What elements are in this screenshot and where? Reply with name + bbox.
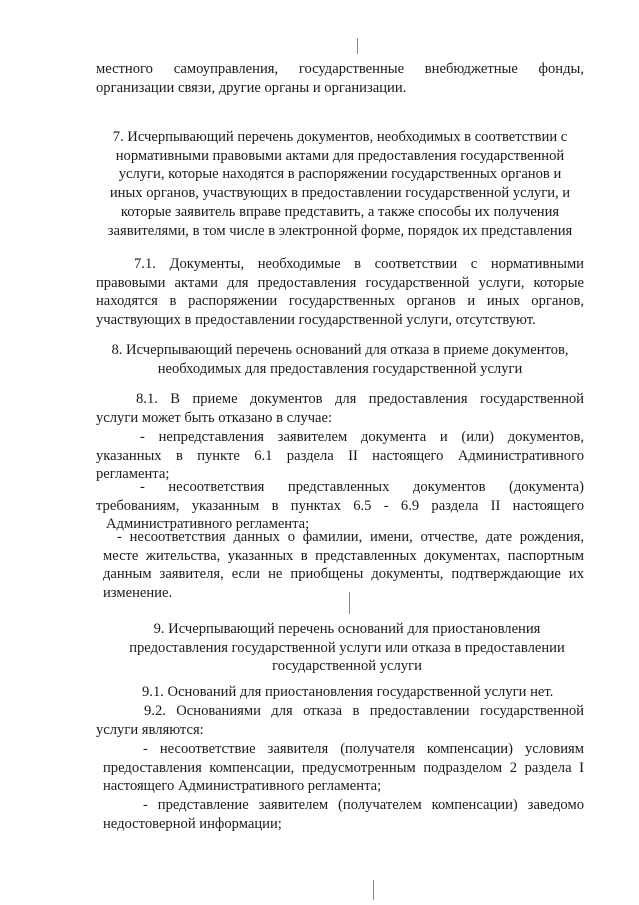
text-line: - несоответствие заявителя (получателя компенсации) условиям <box>143 741 584 757</box>
section-8-heading <box>96 341 584 378</box>
scan-fold-mark-top <box>357 38 358 54</box>
text-line: услуги являются: <box>96 721 204 738</box>
text-line: Административного регламента; <box>106 516 310 533</box>
text-line: - непредставления заявителем документа и (или) документов, <box>140 429 584 445</box>
section-9-heading <box>110 620 584 676</box>
text-line: регламента; <box>96 466 170 483</box>
paragraph-7-1 <box>96 255 584 330</box>
list-item-8-c <box>103 528 584 603</box>
text-line: 8.1. В приеме документов для предоставления государственной <box>136 391 584 407</box>
list-item-9-b <box>103 796 584 833</box>
list-item-8-a <box>96 428 584 484</box>
paragraph-8-1 <box>96 390 584 427</box>
text-line: недостоверной информации; <box>103 815 282 832</box>
text-line: 9.2. Основаниями для отказа в предоставлении государственной <box>144 703 584 719</box>
text-line: изменение. <box>103 585 173 602</box>
text-line: 7.1. Документы, необходимые в соответствии с нормативными <box>134 256 584 272</box>
text-line: участвующих в предоставлении государственной услуги, отсутствуют. <box>96 312 536 329</box>
text-line: 9.1. Оснований для приостановления государственной услуги нет. <box>142 684 554 700</box>
text-line: данным заявителя, если не приобщены документы, подтверждающие их <box>103 566 584 583</box>
heading-line: которые заявитель вправе представить, а также способы их получения <box>120 203 560 220</box>
heading-line: 8. Исчерпывающий перечень оснований для отказа в приеме документов, <box>111 342 569 358</box>
heading-line: 9. Исчерпывающий перечень оснований для приостановления <box>153 621 541 637</box>
text-line: указанных в пункте 6.1 раздела II настоящего Административного <box>96 447 584 464</box>
text-line: местного самоуправления, государственные внебюджетные фонды, <box>96 61 584 77</box>
text-line: организации связи, другие органы и организации. <box>96 79 407 96</box>
heading-line: иных органов, участвующих в предоставлении государственной услуги, и <box>109 185 571 202</box>
text-line: месте жительства, указанных в представленных документах, паспортным <box>103 547 584 564</box>
heading-line: нормативными правовыми актами для предоставления государственной <box>115 147 565 164</box>
text-line: - несоответствия данных о фамилии, имени, отчестве, дате рождения, <box>117 529 584 545</box>
text-line: - несоответствия представленных документов (документа) <box>140 479 584 495</box>
list-item-9-a <box>103 740 584 796</box>
heading-line: 7. Исчерпывающий перечень документов, необходимых в соответствии с <box>112 129 568 145</box>
section-7-heading <box>96 128 584 240</box>
intro-paragraph <box>96 60 584 97</box>
text-line: услуги может быть отказано в случае: <box>96 409 333 426</box>
scan-fold-mark-bottom <box>373 880 374 900</box>
text-line: требованиям, указанным в пунктах 6.5 - 6.9 раздела II настоящего <box>96 497 584 514</box>
list-item-8-b <box>96 478 584 534</box>
heading-line: услуги, которые находятся в распоряжении государственных органов и <box>118 166 562 183</box>
paragraph-9-2 <box>96 702 584 739</box>
text-line: предоставления компенсации, предусмотренным подразделом 2 раздела I <box>103 759 584 776</box>
heading-line: необходимых для предоставления государственной услуги <box>157 360 523 377</box>
text-line: - представление заявителем (получателем компенсации) заведомо <box>143 797 584 813</box>
text-line: правовыми актами для предоставления государственной услуги, которые <box>96 274 584 291</box>
heading-line: предоставления государственной услуги или отказа в предоставлении <box>129 639 565 656</box>
text-line: настоящего Административного регламента; <box>103 778 382 795</box>
heading-line: государственной услуги <box>272 658 422 675</box>
text-line: находятся в распоряжении государственных органов и иных органов, <box>96 293 584 310</box>
paragraph-9-1 <box>96 683 584 702</box>
heading-line: заявителями, в том числе в электронной форме, порядок их представления <box>107 222 573 239</box>
